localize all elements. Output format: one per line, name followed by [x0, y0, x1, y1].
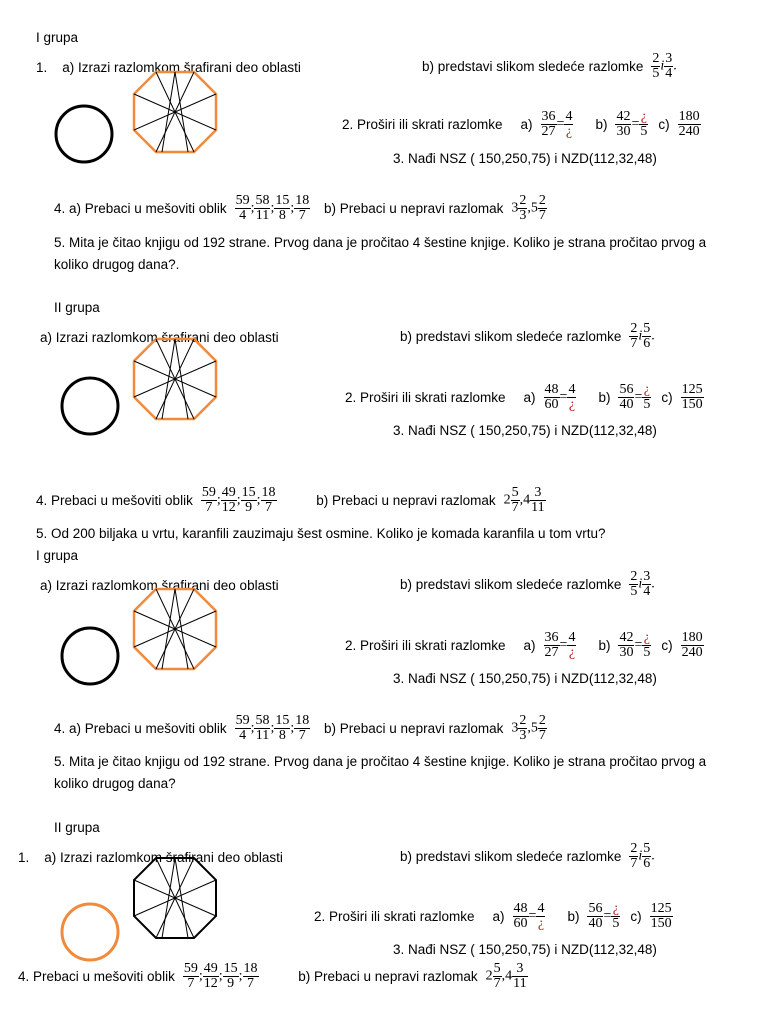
question-number: 1. [36, 60, 48, 75]
hatched-octagon-figure [132, 587, 218, 671]
question-5-line-1: 5. Mita je čitao knjigu od 192 strane. Prvog dana je pročitao 4 šestine knjige. Koliko je strana pročitao prvog a [54, 754, 707, 769]
question-4: 4. a) Prebaci u mešoviti oblik $\frac{59}{4}$ ; $\frac{58}{11}$ ; $\frac{15}{8}$ ; $\frac{18}{7}$ b) Prebaci u nepravi razlomak 3 $\frac{2}{3}$ ,5 $\frac{2}{7}$ [54, 713, 546, 743]
hatched-octagon-figure [132, 337, 218, 421]
fraction: $\frac{36}{27}$ [541, 109, 556, 139]
circle-figure-orange [60, 902, 120, 962]
fraction: $\frac{180}{240}$ [678, 109, 700, 139]
question-3: 3. Nađi NSZ ( 150,250,75) i NZD(112,32,48) [393, 671, 657, 686]
fraction: $\frac{2}{5}$ [652, 51, 660, 81]
hatched-octagon-figure [132, 70, 218, 154]
question-5: 5. Od 200 biljaka u vrtu, karanfili zauzimaju šest osmine. Koliko je komada karanfila u tom vrtu? [36, 526, 606, 541]
question-4: 4. a) Prebaci u mešoviti oblik $\frac{59}{4}$ ; $\frac{58}{11}$ ; $\frac{15}{8}$ ; $\frac{18}{7}$ b) Prebaci u nepravi razlomak 3 $\frac{2}{3}$ ,5 $\frac{2}{7}$ [54, 193, 546, 223]
question-5-line-2: koliko drugog dana? [54, 776, 176, 791]
hatched-octagon-figure [132, 856, 218, 940]
fraction: $\frac{¿}{5}$ [640, 109, 648, 139]
question-1-b: b) predstavi slikom sledeće razlomke $\frac{2}{7}$ i $\frac{5}{6}$ . [400, 321, 655, 351]
question-2: 2. Proširi ili skrati razlomke a) $\frac{36}{27}$ = $\frac{4}{¿}$ b) $\frac{42}{30}$ = $\frac{¿}{5}$ c) $\frac{180}{240}$ [342, 109, 700, 139]
question-4: 4. Prebaci u mešoviti oblik $\frac{59}{7}$ ; $\frac{49}{12}$ ; $\frac{15}{9}$ ; $\frac{18}{7}$ b) Prebaci u nepravi razlomak 2 $\frac{5}{7}$ ,4 $\frac{3}{11}$ [18, 961, 527, 991]
question-4: 4. Prebaci u mešoviti oblik $\frac{59}{7}$ ; $\frac{49}{12}$ ; $\frac{15}{9}$ ; $\frac{18}{7}$ b) Prebaci u nepravi razlomak 2 $\frac{5}{7}$ ,4 $\frac{3}{11}$ [36, 485, 545, 515]
question-5-line-1: 5. Mita je čitao knjigu od 192 strane. Prvog dana je pročitao 4 šestine knjige. Koliko je strana pročitao prvog a [54, 235, 707, 250]
question-2: 2. Proširi ili skrati razlomke a) $\frac{48}{60}$ = $\frac{4}{¿}$ b) $\frac{56}{40}$ = $\frac{¿}{5}$ c) $\frac{125}{150}$ [314, 901, 672, 931]
question-2: 2. Proširi ili skrati razlomke a) $\frac{36}{27}$ = $\frac{4}{¿}$ b) $\frac{42}{30}$ = $\frac{¿}{5}$ c) $\frac{180}{240}$ [345, 630, 703, 660]
question-1-a: a) Izrazi razlomkom šrafirani deo oblasti [40, 330, 279, 345]
question-1-a: a) Izrazi razlomkom šrafirani deo oblasti [40, 578, 279, 593]
fraction: $\frac{3}{4}$ [665, 51, 673, 81]
question-1-b: b) predstavi slikom sledeće razlomke $\frac{2}{5}$ i $\frac{3}{4}$ . [400, 569, 655, 599]
question-2: 2. Proširi ili skrati razlomke a) $\frac{48}{60}$ = $\frac{4}{¿}$ b) $\frac{56}{40}$ = $\frac{¿}{5}$ c) $\frac{125}{150}$ [345, 382, 703, 412]
question-3: 3. Nađi NSZ ( 150,250,75) i NZD(112,32,48) [393, 423, 657, 438]
question-3: 3. Nađi NSZ ( 150,250,75) i NZD(112,32,48) [393, 942, 657, 957]
group-title: II grupa [54, 820, 100, 835]
circle-figure [54, 104, 114, 164]
question-3: 3. Nađi NSZ ( 150,250,75) i NZD(112,32,48) [393, 151, 657, 166]
question-1b-text: b) predstavi slikom sledeće razlomke [422, 58, 644, 74]
fraction: $\frac{4}{¿}$ [565, 109, 573, 139]
group-title: I grupa [36, 30, 79, 45]
fraction: $\frac{42}{30}$ [616, 109, 631, 139]
group-title: I grupa [36, 548, 79, 563]
question-5-line-2: koliko drugog dana?. [54, 257, 180, 272]
group-title: II grupa [54, 300, 100, 315]
circle-figure [60, 626, 120, 686]
question-1-a: 1. a) Izrazi razlomkom šrafirani deo oblasti [18, 850, 283, 865]
question-1-b: b) predstavi slikom sledeće razlomke $\frac{2}{7}$ i $\frac{5}{6}$ . [400, 841, 655, 871]
question-1-b: b) predstavi slikom sledeće razlomke $\frac{2}{5}$ i $\frac{3}{4}$ . [422, 51, 677, 81]
circle-figure [60, 376, 120, 436]
question-1a-text: a) Izrazi razlomkom šrafirani deo oblasti [62, 60, 301, 75]
